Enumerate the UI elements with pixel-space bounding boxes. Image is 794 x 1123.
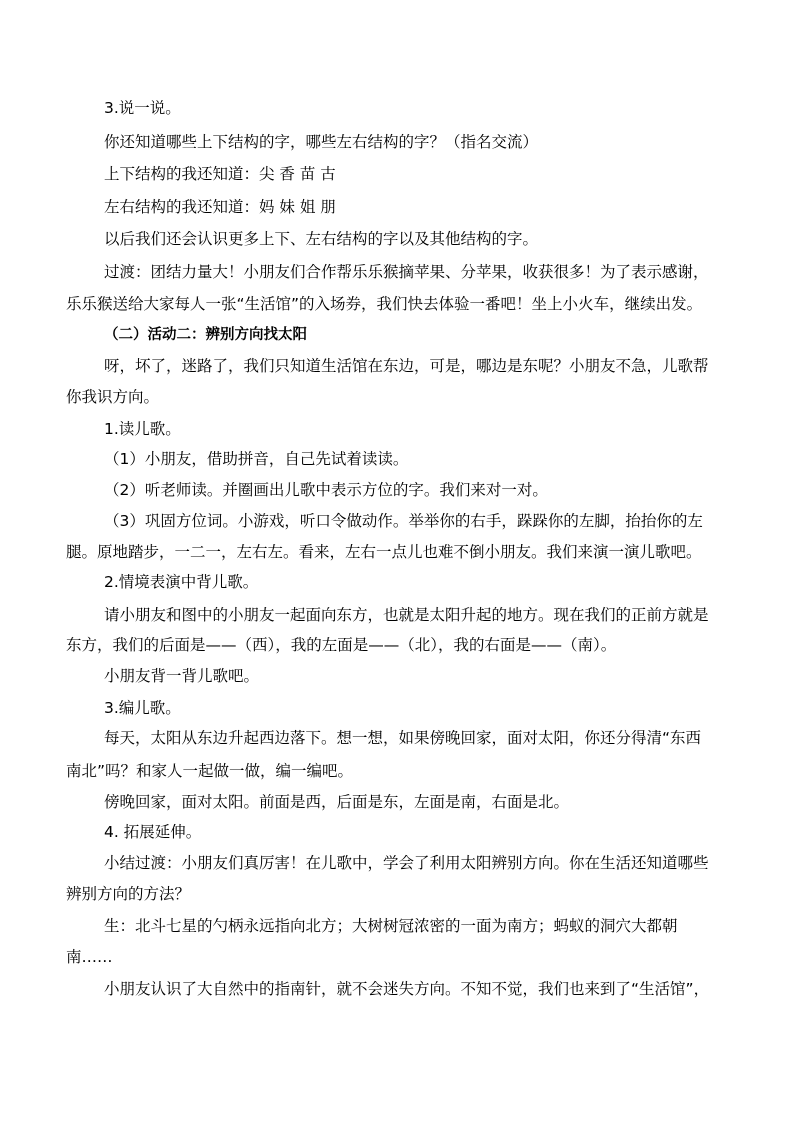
paragraph-sunset-cont: 南北”吗？和家人一起做一做，编一编吧。 <box>66 762 354 780</box>
step-2: （2）听老师读。并圈画出儿歌中表示方位的字。我们来对一对。 <box>104 481 548 499</box>
paragraph-sunset: 每天，太阳从东边升起西边落下。想一想，如果傍晚回家，面对太阳，你还分得清“东西 <box>104 729 702 747</box>
step-read-rhyme: 1.读儿歌。 <box>104 420 181 438</box>
paragraph-face-east: 请小朋友和图中的小朋友一起面向东方，也就是太阳升起的地方。现在我们的正前方就是 <box>104 606 709 624</box>
step-1: （1）小朋友，借助拼音，自己先试着读读。 <box>104 450 409 468</box>
paragraph-compass: 小朋友认识了大自然中的指南针，就不会迷失方向。不知不觉，我们也来到了“生活馆”， <box>104 980 710 998</box>
section-heading-compose: 3.编儿歌。 <box>104 699 181 717</box>
section-heading-say: 3.说一说。 <box>104 99 181 117</box>
section-heading-activity-two: （二）活动二：辨别方向找太阳 <box>104 327 307 343</box>
paragraph-transition: 过渡：团结力量大！小朋友们合作帮乐乐猴摘苹果、分苹果，收获很多！为了表示感谢， <box>104 263 709 281</box>
section-heading-extend: 4. 拓展延伸。 <box>104 823 202 841</box>
paragraph-face-east-cont: 东方，我们的后面是——（西），我的左面是——（北），我的右面是——（南）。 <box>66 636 617 654</box>
paragraph-summary-cont: 辨别方向的方法？ <box>66 885 191 903</box>
paragraph-student-answer-cont: 南…… <box>66 948 113 966</box>
paragraph-transition-cont: 乐乐猴送给大家每人一张“生活馆”的入场券，我们快去体验一番吧！坐上小火车，继续出发。 <box>66 295 703 313</box>
paragraph-summary: 小结过渡：小朋友们真厉害！在儿歌中，学会了利用太阳辨别方向。你在生活还知道哪些 <box>104 854 709 872</box>
paragraph-lost-cont: 你我识方向。 <box>66 388 160 406</box>
step-3: （3）巩固方位词。小游戏，听口令做动作。举举你的右手，跺跺你的左脚，抬抬你的左 <box>104 512 703 530</box>
paragraph-recite: 小朋友背一背儿歌吧。 <box>104 667 260 685</box>
paragraph-more-structures: 以后我们还会认识更多上下、左右结构的字以及其他结构的字。 <box>104 230 539 248</box>
paragraph-evening-rhyme: 傍晚回家，面对太阳。前面是西，后面是东，左面是南，右面是北。 <box>104 793 570 811</box>
paragraph-top-bottom-structure: 上下结构的我还知道：尖 香 苗 古 <box>104 165 336 183</box>
paragraph-student-answer: 生：北斗七星的勺柄永远指向北方；大树树冠浓密的一面为南方；蚂蚁的洞穴大都朝 <box>104 917 678 935</box>
section-heading-perform: 2.情境表演中背儿歌。 <box>104 573 259 591</box>
step-3-cont: 腿。原地踏步，一二一，左右左。看来，左右一点儿也难不倒小朋友。我们来演一演儿歌吧。 <box>66 543 702 561</box>
paragraph-lost: 呀，坏了，迷路了，我们只知道生活馆在东边，可是，哪边是东呢？小朋友不急，儿歌帮 <box>104 357 709 375</box>
paragraph-left-right-structure: 左右结构的我还知道：妈 妹 姐 朋 <box>104 198 336 216</box>
paragraph-question: 你还知道哪些上下结构的字，哪些左右结构的字？（指名交流） <box>104 133 539 151</box>
